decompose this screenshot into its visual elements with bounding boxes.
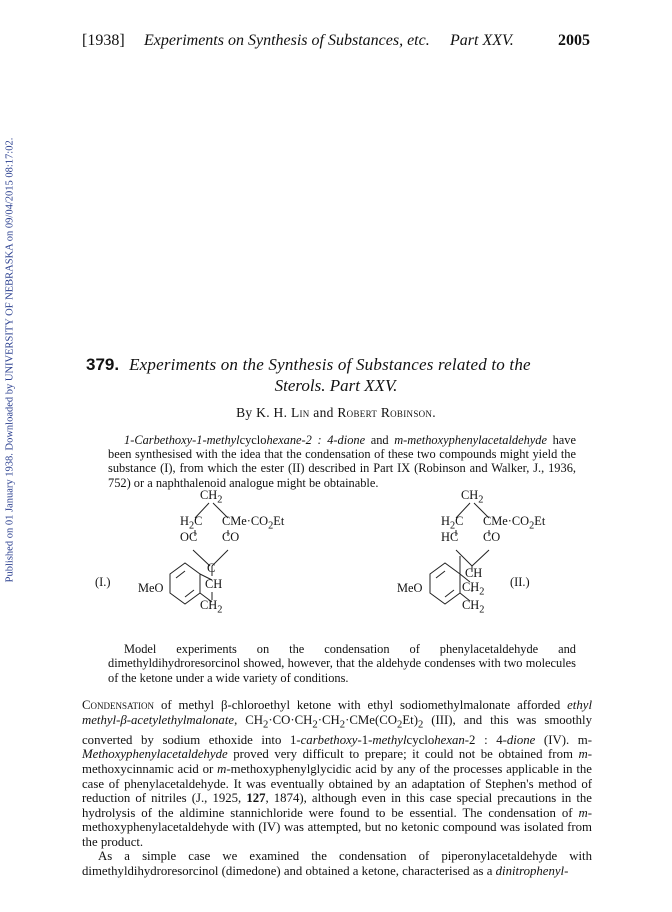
s1-c: C: [207, 561, 216, 575]
s1-h2c: $H_2C$: [180, 514, 203, 532]
cyclo-prefix: cyclo: [406, 732, 435, 747]
byline-by: By: [236, 405, 253, 420]
compound-name: ethyl methyl-β-acetylethylmalonate: [82, 698, 592, 727]
lead-word: Condensation: [82, 698, 155, 712]
compound-name: dinitrophenyl-: [495, 864, 569, 879]
text-run: have been synthesised with the idea that the condensation of these two compounds might yield the substance (I), from which the ester (II) described in Part IX (Robinson and Walker, J., 1936, 752) or a naphthalenoid analogue might be obtainable.: [108, 433, 576, 490]
text-run: -methoxyphenylacetaldehyde with (IV) was attempted, but no ketonic compound was isolated from the product.: [82, 805, 592, 849]
author-1: K. H. Lin: [256, 405, 310, 420]
meta-prefix: m: [217, 761, 227, 776]
text-run: -2 : 4-: [464, 732, 507, 747]
abstract-continued: [108, 642, 576, 685]
s2-co: CO: [483, 530, 501, 544]
s2-label: (II.): [510, 575, 530, 589]
s1-label: (I.): [95, 575, 111, 589]
text-run: proved very difficult to prepare; it could not be obtained from: [227, 747, 579, 762]
compound-name: carbethoxy: [300, 732, 358, 747]
s2-meo: MeO: [397, 581, 423, 595]
s2-ch2-top: $CH_2$: [461, 488, 484, 506]
text-run: -methoxycinnamic acid or: [82, 747, 592, 776]
s2-ch2-bottom: $CH_2$: [462, 598, 485, 616]
s2-cme: $CMe\cdot CO_2Et$: [483, 514, 546, 532]
s1-ch2-bottom: $CH_2$: [200, 598, 223, 616]
s2-ch: CH: [465, 566, 483, 580]
text-run: (IV). m-: [535, 732, 592, 747]
s2-h2c: $H_2C$: [441, 514, 464, 532]
compound-name: dione: [506, 732, 536, 747]
article-number: 379.: [86, 355, 120, 374]
abstract-paragraph-2: Model experiments on the condensation of phenylacetaldehyde and dimethyldihydroresorcinol showed, however, that the aldehyde condenses with two molecules of the ketone under a wide variety of conditions.: [108, 642, 576, 685]
header-part: Part XXV.: [450, 32, 514, 49]
compound-name: hexane-2 : 4-dione: [266, 433, 366, 447]
text-run: , 1874), although even in this case special precautions in the hydrolysis of the aldimine stannichloride were found to be essential. The condensation of: [82, 791, 592, 820]
text-run: As a simple case we examined the condensation of piperonylacetaldehyde with dimethyldihydroresorcinol (dimedone) and obtained a ketone, characterised as a: [82, 849, 592, 879]
text-run: of methyl β-chloroethyl ketone with ethyl sodiomethylmalonate afforded: [154, 698, 568, 712]
formula-run: ·CO·CH: [268, 712, 313, 727]
title-line-2: Sterols. Part XXV.: [274, 376, 398, 395]
s1-ch: CH: [205, 577, 223, 591]
body-text: [82, 698, 592, 879]
author-2: Robert Robinson.: [337, 405, 436, 420]
formula-run: ·CMe(CO: [345, 712, 397, 727]
formula-run: , CH: [234, 712, 263, 727]
byline-and: and: [313, 405, 334, 420]
page-number: 2005: [558, 32, 590, 49]
download-notice-text: Published on 01 January 1938. Downloaded by UNIVERSITY OF NEBRASKA on 09/04/2015 08:17:02.: [4, 137, 16, 583]
s1-oc: OC: [180, 530, 198, 544]
header-title: Experiments on Synthesis of Substances, etc.: [144, 32, 430, 49]
meta-prefix: m: [578, 747, 588, 762]
meta-prefix: m: [578, 805, 588, 820]
s1-ch2-top: $CH_2$: [200, 488, 223, 506]
compound-name: hexan: [434, 732, 465, 747]
body-paragraph-1: Condensation of methyl β-chloroethyl ketone with ethyl sodiomethylmalonate afforded ethyl methyl-β-acetylethylmalonate, $CH_2\cdot CO\cdot CH_2\cdot CH_2\cdot CMe(CO_2Et)_2$ (III), and this was smoothly converted by sodium ethoxide into 1-carbethoxy-1-methylcyclohexan-2 : 4-dione (IV). m-Methoxyphenylacetaldehyde proved very difficult to prepare; it could not be obtained from m-methoxycinnamic acid or m-methoxyphenylglycidic acid by any of the processes applicable in the case of phenylacetaldehyde. It was eventually obtained by an adaptation of Stephen's method of reduction of nitriles (J., 1925, 127, 1874), although even in this case special precautions in the hydrolysis of the aldimine stannichloride were found to be essential. The condensation of m-methoxyphenylacetaldehyde with (IV) was attempted, but no ketonic compound was isolated from the product.: [82, 698, 592, 849]
s2-ch2-mid: $CH_2$: [462, 580, 485, 598]
s1-co: CO: [222, 530, 240, 544]
text-run: -methoxyphenylglycidic acid by any of the processes applicable in the case of phenylacetaldehyde. It was eventually obtained by an adaptation of Stephen's method of reduction of nitriles (J., 1925,: [82, 761, 592, 806]
text-run: and: [365, 433, 395, 447]
compound-name: methyl: [372, 732, 407, 747]
text-run: (III), and this was smoothly converted by sodium ethoxide into 1-: [82, 712, 592, 747]
body-paragraph-2: [82, 849, 592, 878]
header-year: [1938]: [82, 32, 125, 49]
compound-name: Methoxyphenylacetaldehyde: [82, 747, 228, 762]
compound-name: m-methoxyphenylacetaldehyde: [394, 433, 547, 447]
s2-hc: HC: [441, 530, 459, 544]
text-run: -1-: [357, 732, 373, 747]
title-line-1: Experiments on the Synthesis of Substances related to the: [129, 355, 531, 374]
compound-name: 1-Carbethoxy-1-methyl: [124, 433, 240, 447]
s1-cme: $CMe\cdot CO_2Et$: [222, 514, 285, 532]
s1-meo: MeO: [138, 581, 164, 595]
volume-number: 127: [246, 791, 266, 806]
cyclo-prefix: cyclo: [239, 433, 267, 447]
formula-run: ·CH: [317, 712, 340, 727]
formula-run: Et): [402, 712, 418, 727]
